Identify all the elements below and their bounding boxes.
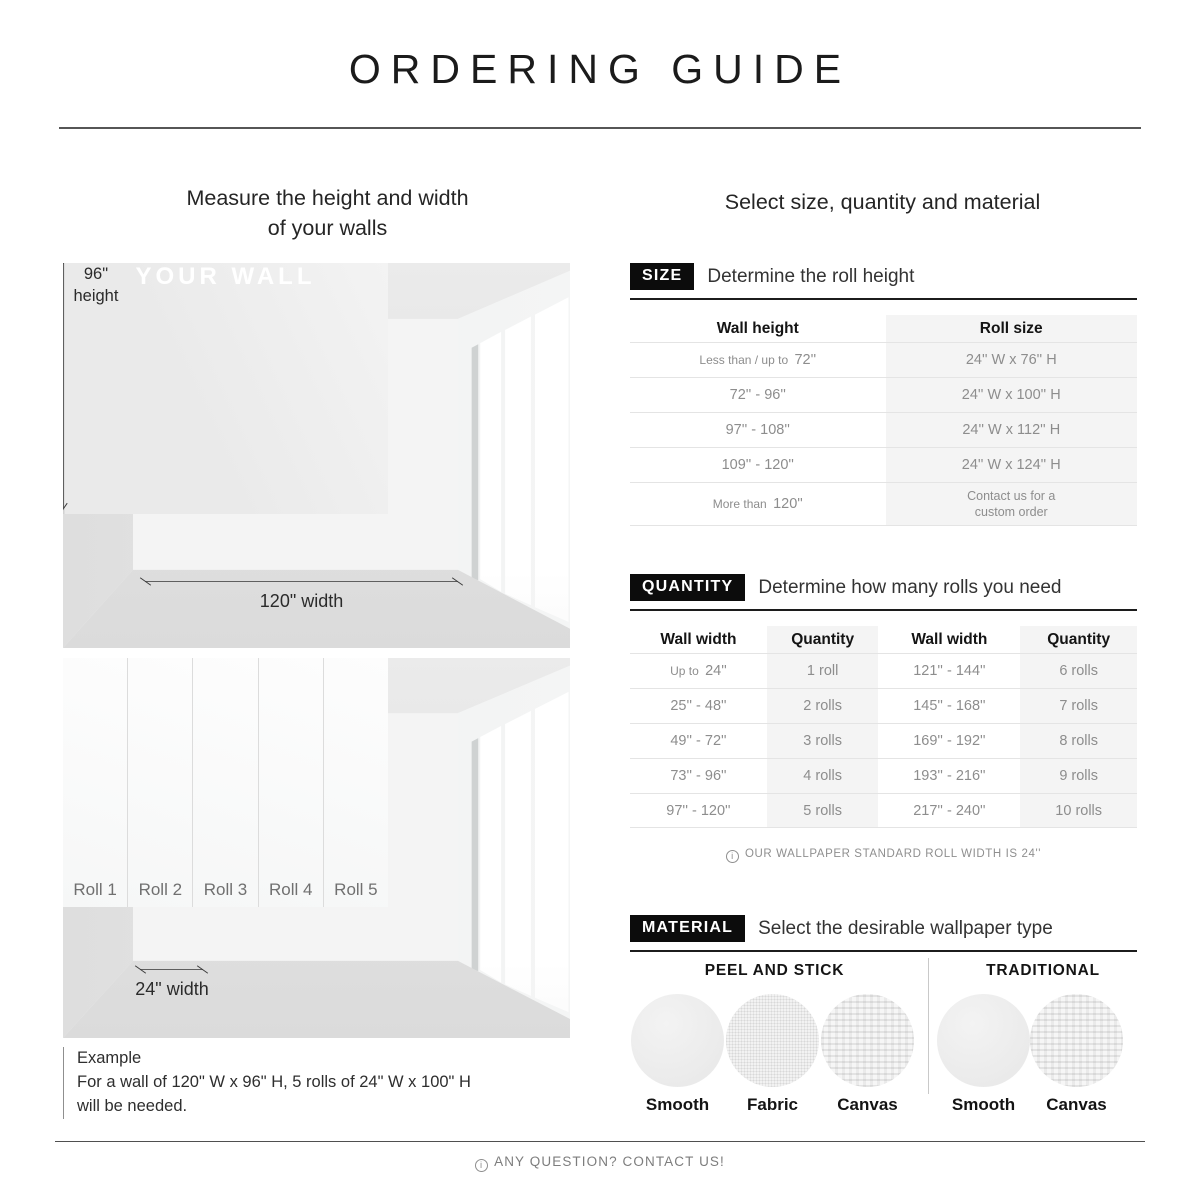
cell-value: 25'' - 48'' xyxy=(670,698,727,714)
your-wall-label: YOUR WALL xyxy=(135,263,316,290)
size-table-row xyxy=(630,377,1137,412)
roll-label: Roll 1 xyxy=(73,879,117,899)
roll-width-note-text: OUR WALLPAPER STANDARD ROLL WIDTH IS 24'' xyxy=(744,848,1042,860)
cell-value: 49'' - 72'' xyxy=(670,733,727,749)
quantity-table-header-row xyxy=(630,626,1137,653)
wall-width-header: Wall width xyxy=(911,630,988,648)
cell-value: 9 rolls xyxy=(1059,768,1098,784)
wallpaper-rolls xyxy=(63,658,388,907)
quantity-subtitle: Determine how many rolls you need xyxy=(758,576,1062,598)
example-line2: will be needed. xyxy=(77,1096,188,1115)
footer-text: ANY QUESTION? CONTACT US! xyxy=(494,1154,725,1169)
height-value: 96" xyxy=(83,265,109,283)
quantity-cell xyxy=(1020,794,1137,827)
roll-panel xyxy=(193,658,258,907)
quantity-table-row xyxy=(630,793,1137,828)
cell-value: 217'' - 240'' xyxy=(913,802,986,819)
cell-prefix: More than xyxy=(712,497,771,511)
quantity-cell xyxy=(1020,724,1137,758)
quantity-cell xyxy=(1020,689,1137,723)
roll-size-header: Roll size xyxy=(886,315,1137,342)
roll-panel xyxy=(324,658,388,907)
select-heading xyxy=(625,187,1140,217)
cell-prefix: Less than / up to xyxy=(699,353,792,367)
swatch-fabric xyxy=(726,994,819,1087)
cell-value: 6 rolls xyxy=(1059,663,1098,679)
wall-width-cell xyxy=(878,689,1020,723)
swatch-smooth xyxy=(937,994,1030,1087)
roll-label: Roll 3 xyxy=(203,879,248,899)
cell-value: 1 roll xyxy=(806,663,839,679)
roll-size-cell xyxy=(886,413,1137,447)
cell-value: 97'' - 108'' xyxy=(725,422,790,438)
select-heading-text: Select size, quantity and material xyxy=(724,190,1041,214)
wall-width-cell xyxy=(878,759,1020,793)
quantity-table-row xyxy=(630,723,1137,758)
swatch-label-canvas: Canvas xyxy=(1046,1095,1107,1114)
quantity-cell xyxy=(767,724,879,758)
size-table-row xyxy=(630,342,1137,377)
wall-height-cell xyxy=(630,378,886,412)
cell-value: 193'' - 216'' xyxy=(913,768,986,784)
roll-width-note xyxy=(630,848,1137,863)
quantity-section-header xyxy=(630,574,1137,611)
wall-height-cell xyxy=(630,483,886,525)
traditional-label: TRADITIONAL xyxy=(986,962,1100,979)
quantity-table-row xyxy=(630,653,1137,688)
size-table-row xyxy=(630,447,1137,482)
wall-height-cell xyxy=(630,448,886,482)
wall-width-cell xyxy=(878,654,1020,688)
wall-width-cell xyxy=(630,654,767,688)
roll-panel xyxy=(128,658,193,907)
quantity-table-row xyxy=(630,758,1137,793)
roll-size-cell xyxy=(886,343,1137,377)
size-table xyxy=(630,315,1137,526)
cell-value: 5 rolls xyxy=(803,802,842,819)
quantity-cell xyxy=(1020,654,1137,688)
room-illustration-your-wall xyxy=(63,263,570,648)
cell-value: 24'' W x 124'' H xyxy=(961,457,1061,473)
cell-value: 73'' - 96'' xyxy=(670,768,727,784)
wall-width-cell xyxy=(878,724,1020,758)
cell-value: 97'' - 120'' xyxy=(666,802,731,819)
roll-label: Roll 2 xyxy=(138,879,183,899)
cell-value: 24'' xyxy=(705,663,727,679)
wall-height-cell xyxy=(630,343,886,377)
cell-value: Contact us for a custom order xyxy=(967,488,1056,519)
wall-width-cell xyxy=(630,759,767,793)
cell-value: 145'' - 168'' xyxy=(913,698,986,714)
size-section-header xyxy=(630,263,1137,300)
quantity-cell xyxy=(1020,759,1137,793)
material-group-divider xyxy=(928,958,929,1094)
quantity-cell xyxy=(767,759,879,793)
roll-size-cell xyxy=(886,483,1137,525)
quantity-header: Quantity xyxy=(1020,626,1137,653)
swatch-canvas xyxy=(1030,994,1123,1087)
footer-divider xyxy=(55,1141,1145,1142)
cell-value: 169'' - 192'' xyxy=(913,733,986,749)
swatch-label-canvas: Canvas xyxy=(837,1095,898,1114)
wall-height-header: Wall height xyxy=(716,319,799,337)
cell-value: 8 rolls xyxy=(1059,733,1098,749)
example-title: Example xyxy=(77,1049,142,1067)
wall-width-cell xyxy=(630,724,767,758)
roll-size-cell xyxy=(886,448,1137,482)
wall-width-cell xyxy=(630,689,767,723)
roll-panel xyxy=(63,658,128,907)
quantity-header: Quantity xyxy=(767,626,879,653)
cell-value: 10 rolls xyxy=(1055,802,1103,819)
cell-value: 24'' W x 76'' H xyxy=(965,352,1057,368)
wall-width-header: Wall width xyxy=(660,630,737,648)
cell-value: 121'' - 144'' xyxy=(913,663,986,679)
size-table-header-row xyxy=(630,315,1137,342)
measure-heading-line2: of your walls xyxy=(267,216,388,241)
footer-note xyxy=(0,1154,1200,1172)
swatch-canvas xyxy=(821,994,914,1087)
cell-value: 109'' - 120'' xyxy=(721,457,794,473)
example-line1: For a wall of 120" W x 96" H, 5 rolls of 24" W x 100" H xyxy=(77,1072,471,1091)
quantity-cell xyxy=(767,794,879,827)
example-block xyxy=(63,1047,593,1119)
wall-width-cell xyxy=(878,794,1020,827)
quantity-cell xyxy=(767,689,879,723)
size-badge: SIZE xyxy=(630,263,694,290)
roll-size-cell xyxy=(886,378,1137,412)
roll-label: Roll 4 xyxy=(268,879,313,899)
material-section-header xyxy=(630,915,1137,952)
cell-value: 4 rolls xyxy=(803,768,842,784)
cell-value: 72'' xyxy=(794,352,817,368)
roll-panel xyxy=(259,658,324,907)
cell-value: 120'' xyxy=(773,496,803,512)
cell-value: 24'' W x 112'' H xyxy=(962,422,1061,438)
cell-value: 24'' W x 100'' H xyxy=(961,387,1061,403)
cell-value: 2 rolls xyxy=(803,698,842,714)
page-title: ORDERING GUIDE xyxy=(348,46,852,92)
info-icon xyxy=(726,850,739,863)
cell-prefix: Up to xyxy=(670,664,703,678)
wall-width-cell xyxy=(630,794,767,827)
roll-label: Roll 5 xyxy=(334,879,378,899)
info-icon xyxy=(475,1159,488,1172)
size-table-row xyxy=(630,482,1137,526)
swatch-label-smooth: Smooth xyxy=(645,1095,710,1114)
peel-and-stick-label: PEEL AND STICK xyxy=(704,962,845,979)
quantity-table-row xyxy=(630,688,1137,723)
quantity-table xyxy=(630,626,1137,828)
swatch-label-fabric: Fabric xyxy=(746,1095,799,1114)
measure-heading xyxy=(60,183,595,243)
height-word: height xyxy=(73,287,119,306)
swatch-smooth xyxy=(631,994,724,1087)
cell-value: 72'' - 96'' xyxy=(729,387,786,403)
size-table-row xyxy=(630,412,1137,447)
material-badge: MATERIAL xyxy=(630,915,745,942)
room-illustration-rolls xyxy=(63,658,570,1038)
roll-width-label: 24" width xyxy=(135,979,209,1000)
material-subtitle: Select the desirable wallpaper type xyxy=(758,917,1053,939)
quantity-cell xyxy=(767,654,879,688)
wall-height-cell xyxy=(630,413,886,447)
cell-value: 3 rolls xyxy=(803,733,842,749)
quantity-badge: QUANTITY xyxy=(630,574,745,601)
cell-value: 7 rolls xyxy=(1059,698,1098,714)
measure-heading-line1: Measure the height and width xyxy=(186,186,469,210)
top-divider xyxy=(59,127,1141,129)
roll-width-dimension-line xyxy=(140,969,203,970)
width-label: 120" width xyxy=(259,591,344,612)
swatch-label-smooth: Smooth xyxy=(951,1095,1016,1114)
size-subtitle: Determine the roll height xyxy=(707,265,915,287)
